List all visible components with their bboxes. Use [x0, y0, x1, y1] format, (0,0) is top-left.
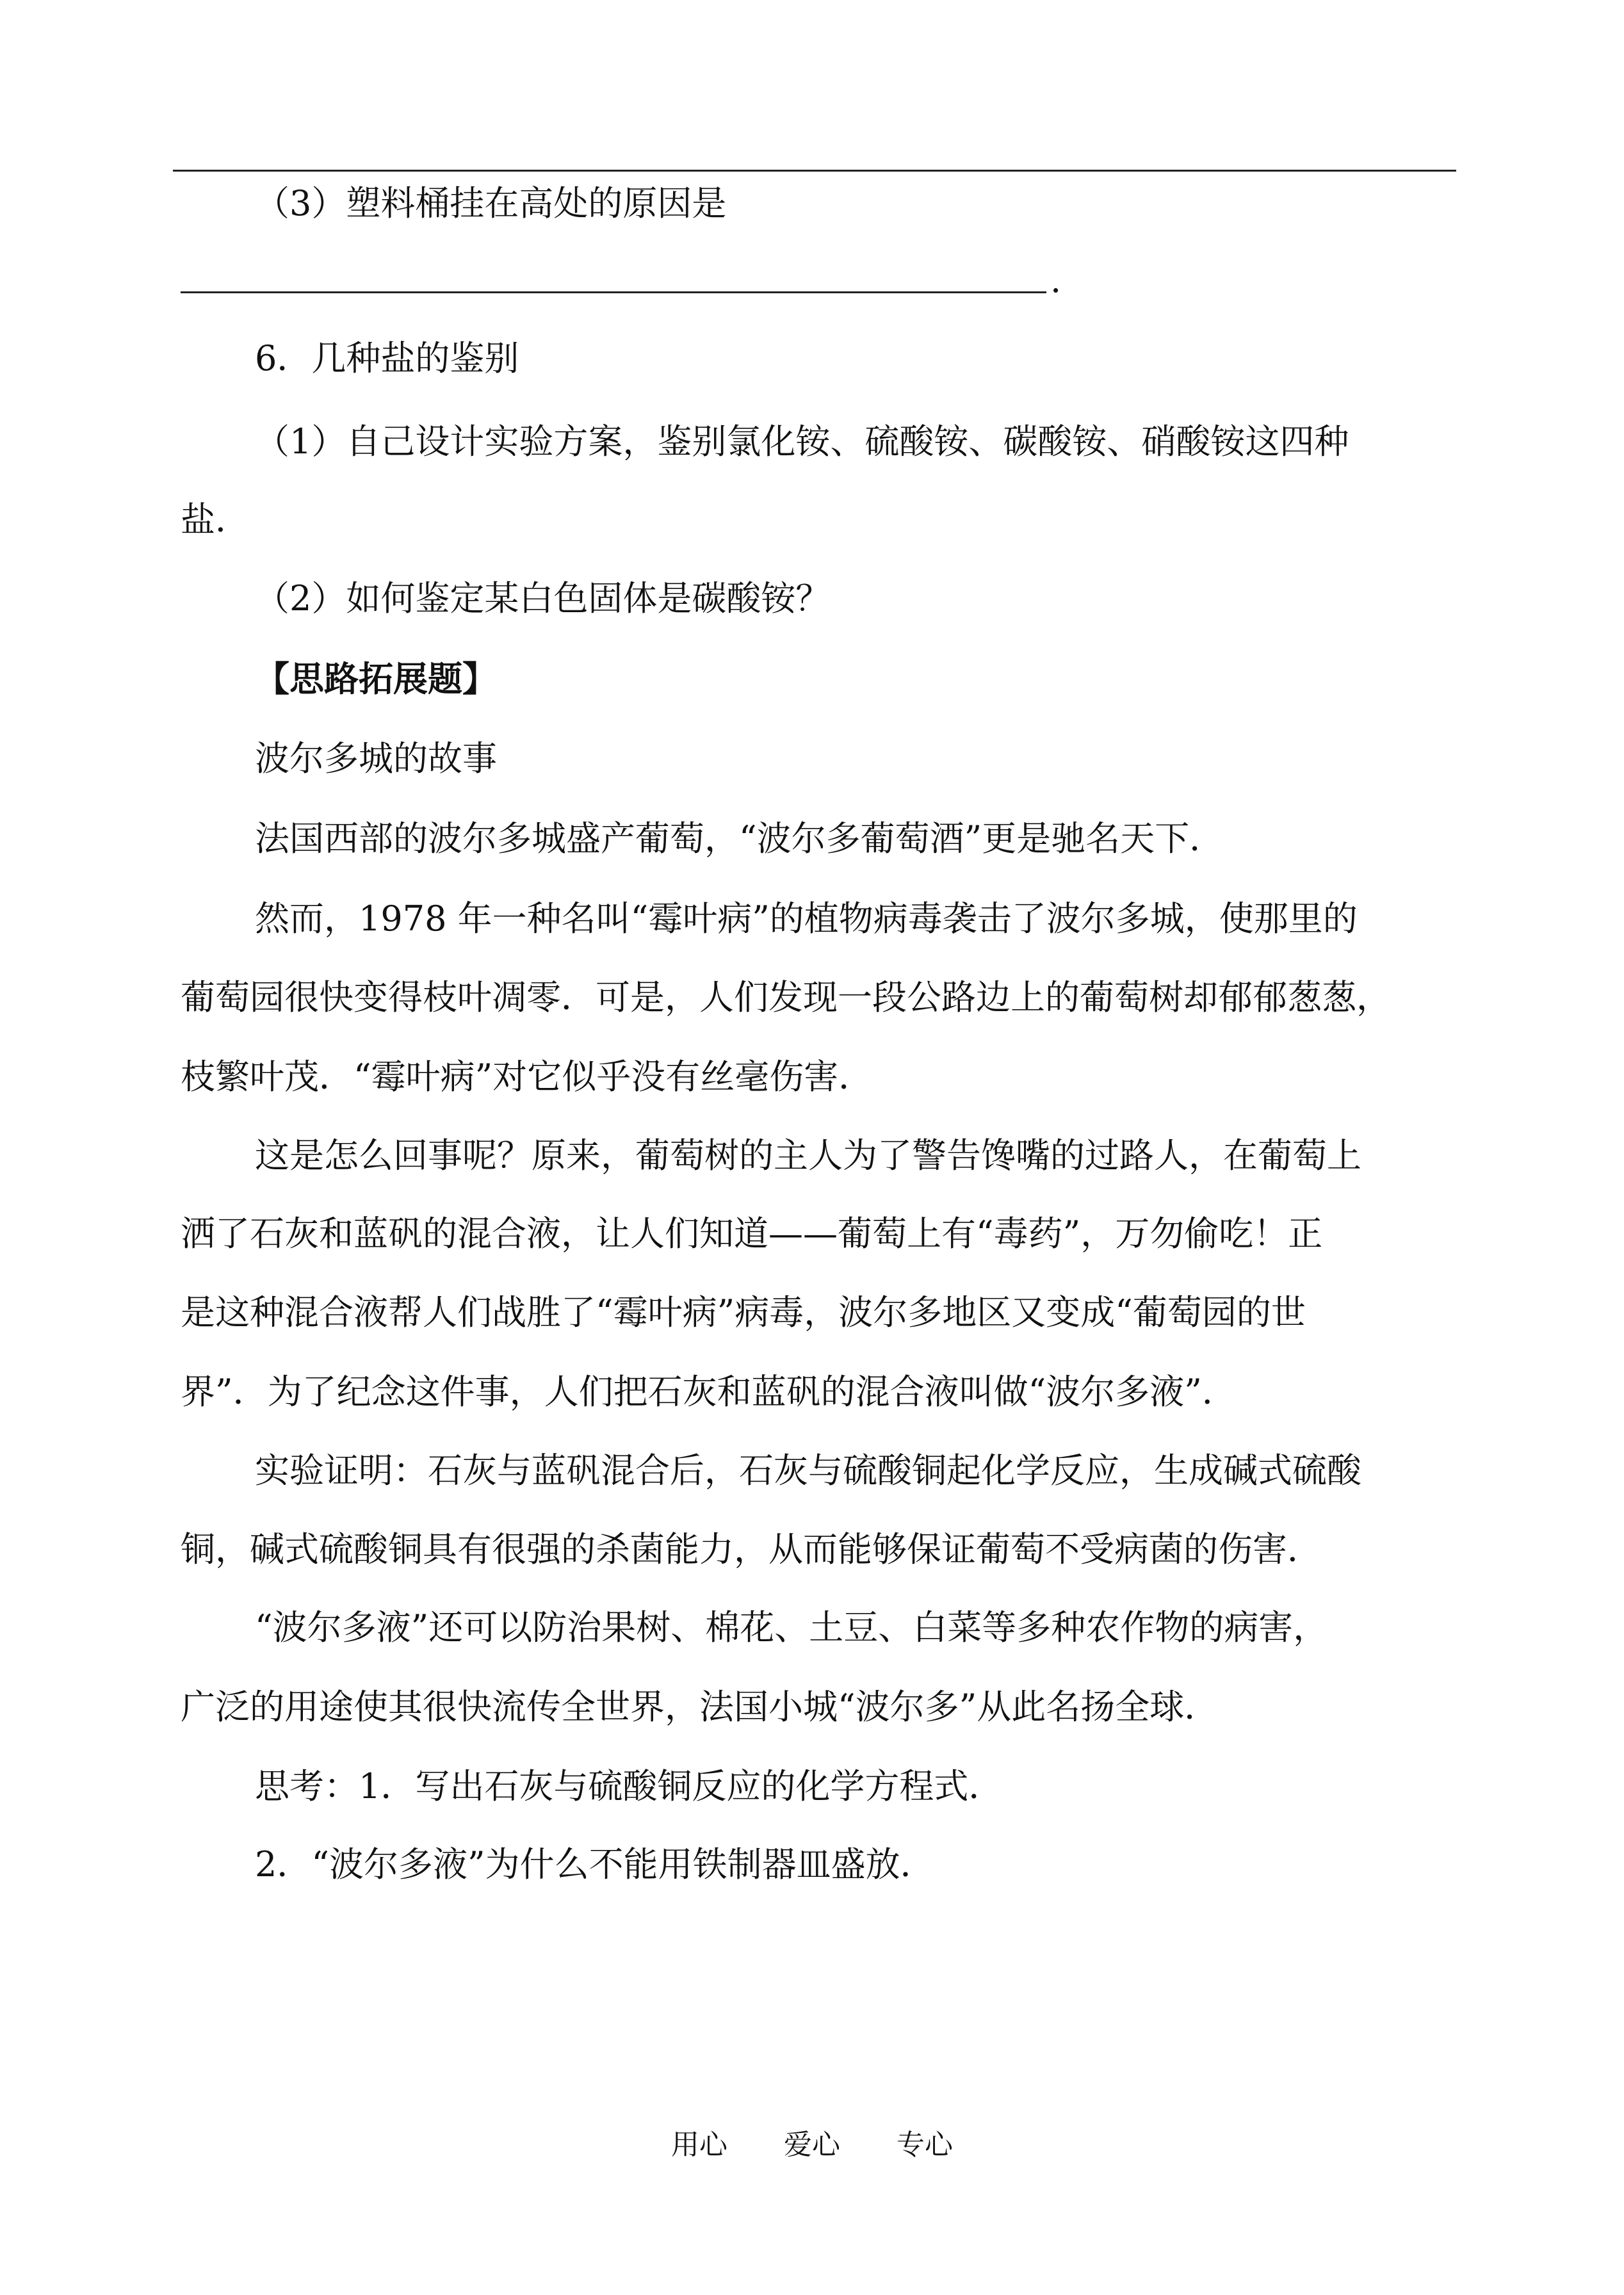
story-title: 波尔多城的故事: [255, 738, 497, 779]
answer-blank-period: .: [1050, 260, 1062, 300]
question-6-1-line-1: （1）自己设计实验方案，鉴别氯化铵、硫酸铵、碳酸铵、硝酸铵这四种: [255, 421, 1349, 462]
paragraph-3-line-1: 这是怎么回事呢？原来，葡萄树的主人为了警告馋嘴的过路人，在葡萄上: [255, 1135, 1361, 1176]
paragraph-4-line-1: 实验证明：石灰与蓝矾混合后，石灰与硫酸铜起化学反应，生成碱式硫酸: [255, 1450, 1361, 1491]
paragraph-1: 法国西部的波尔多城盛产葡萄，“波尔多葡萄酒”更是驰名天下．: [255, 818, 1224, 859]
question-3: （3）塑料桶挂在高处的原因是: [255, 183, 727, 223]
paragraph-3-line-4: 界”．为了纪念这件事，人们把石灰和蓝矾的混合液叫做“波尔多液”．: [181, 1372, 1237, 1412]
paragraph-3-line-2: 洒了石灰和蓝矾的混合液，让人们知道——葡萄上有“毒药”，万勿偷吃！正: [181, 1213, 1323, 1254]
paragraph-5-line-2: 广泛的用途使其很快流传全世界，法国小城“波尔多”从此名扬全球．: [181, 1687, 1219, 1727]
paragraph-5-line-1: “波尔多液”还可以防治果树、棉花、土豆、白菜等多种农作物的病害，: [255, 1607, 1328, 1648]
page-footer: 用心 爱心 专心: [671, 2129, 953, 2161]
section-heading: 【思路拓展题】: [255, 658, 497, 699]
paragraph-2-line-2: 葡萄园很快变得枝叶凋零．可是，人们发现一段公路边上的葡萄树却郁郁葱葱，: [181, 977, 1391, 1018]
paragraph-4-line-2: 铜，碱式硫酸铜具有很强的杀菌能力，从而能够保证葡萄不受病菌的伤害．: [181, 1529, 1322, 1569]
paragraph-2-line-1: 然而，1978 年一种名叫“霉叶病”的植物病毒袭击了波尔多城，使那里的: [255, 898, 1358, 939]
think-question-1: 思考：1．写出石灰与硫酸铜反应的化学方程式．: [255, 1766, 1003, 1806]
header-rule: [173, 170, 1456, 172]
paragraph-2-line-3: 枝繁叶茂．“霉叶病”对它似乎没有丝毫伤害．: [181, 1057, 873, 1097]
question-6-2: （2）如何鉴定某白色固体是碳酸铵？: [255, 578, 831, 619]
think-question-2: 2．“波尔多液”为什么不能用铁制器皿盛放．: [255, 1844, 935, 1885]
paragraph-3-line-3: 是这种混合液帮人们战胜了“霉叶病”病毒，波尔多地区又变成“葡萄园的世: [181, 1292, 1306, 1333]
answer-blank-line: [181, 291, 1046, 293]
question-6-1-line-2: 盐．: [181, 499, 250, 540]
question-6-title: 6．几种盐的鉴别: [255, 338, 519, 378]
